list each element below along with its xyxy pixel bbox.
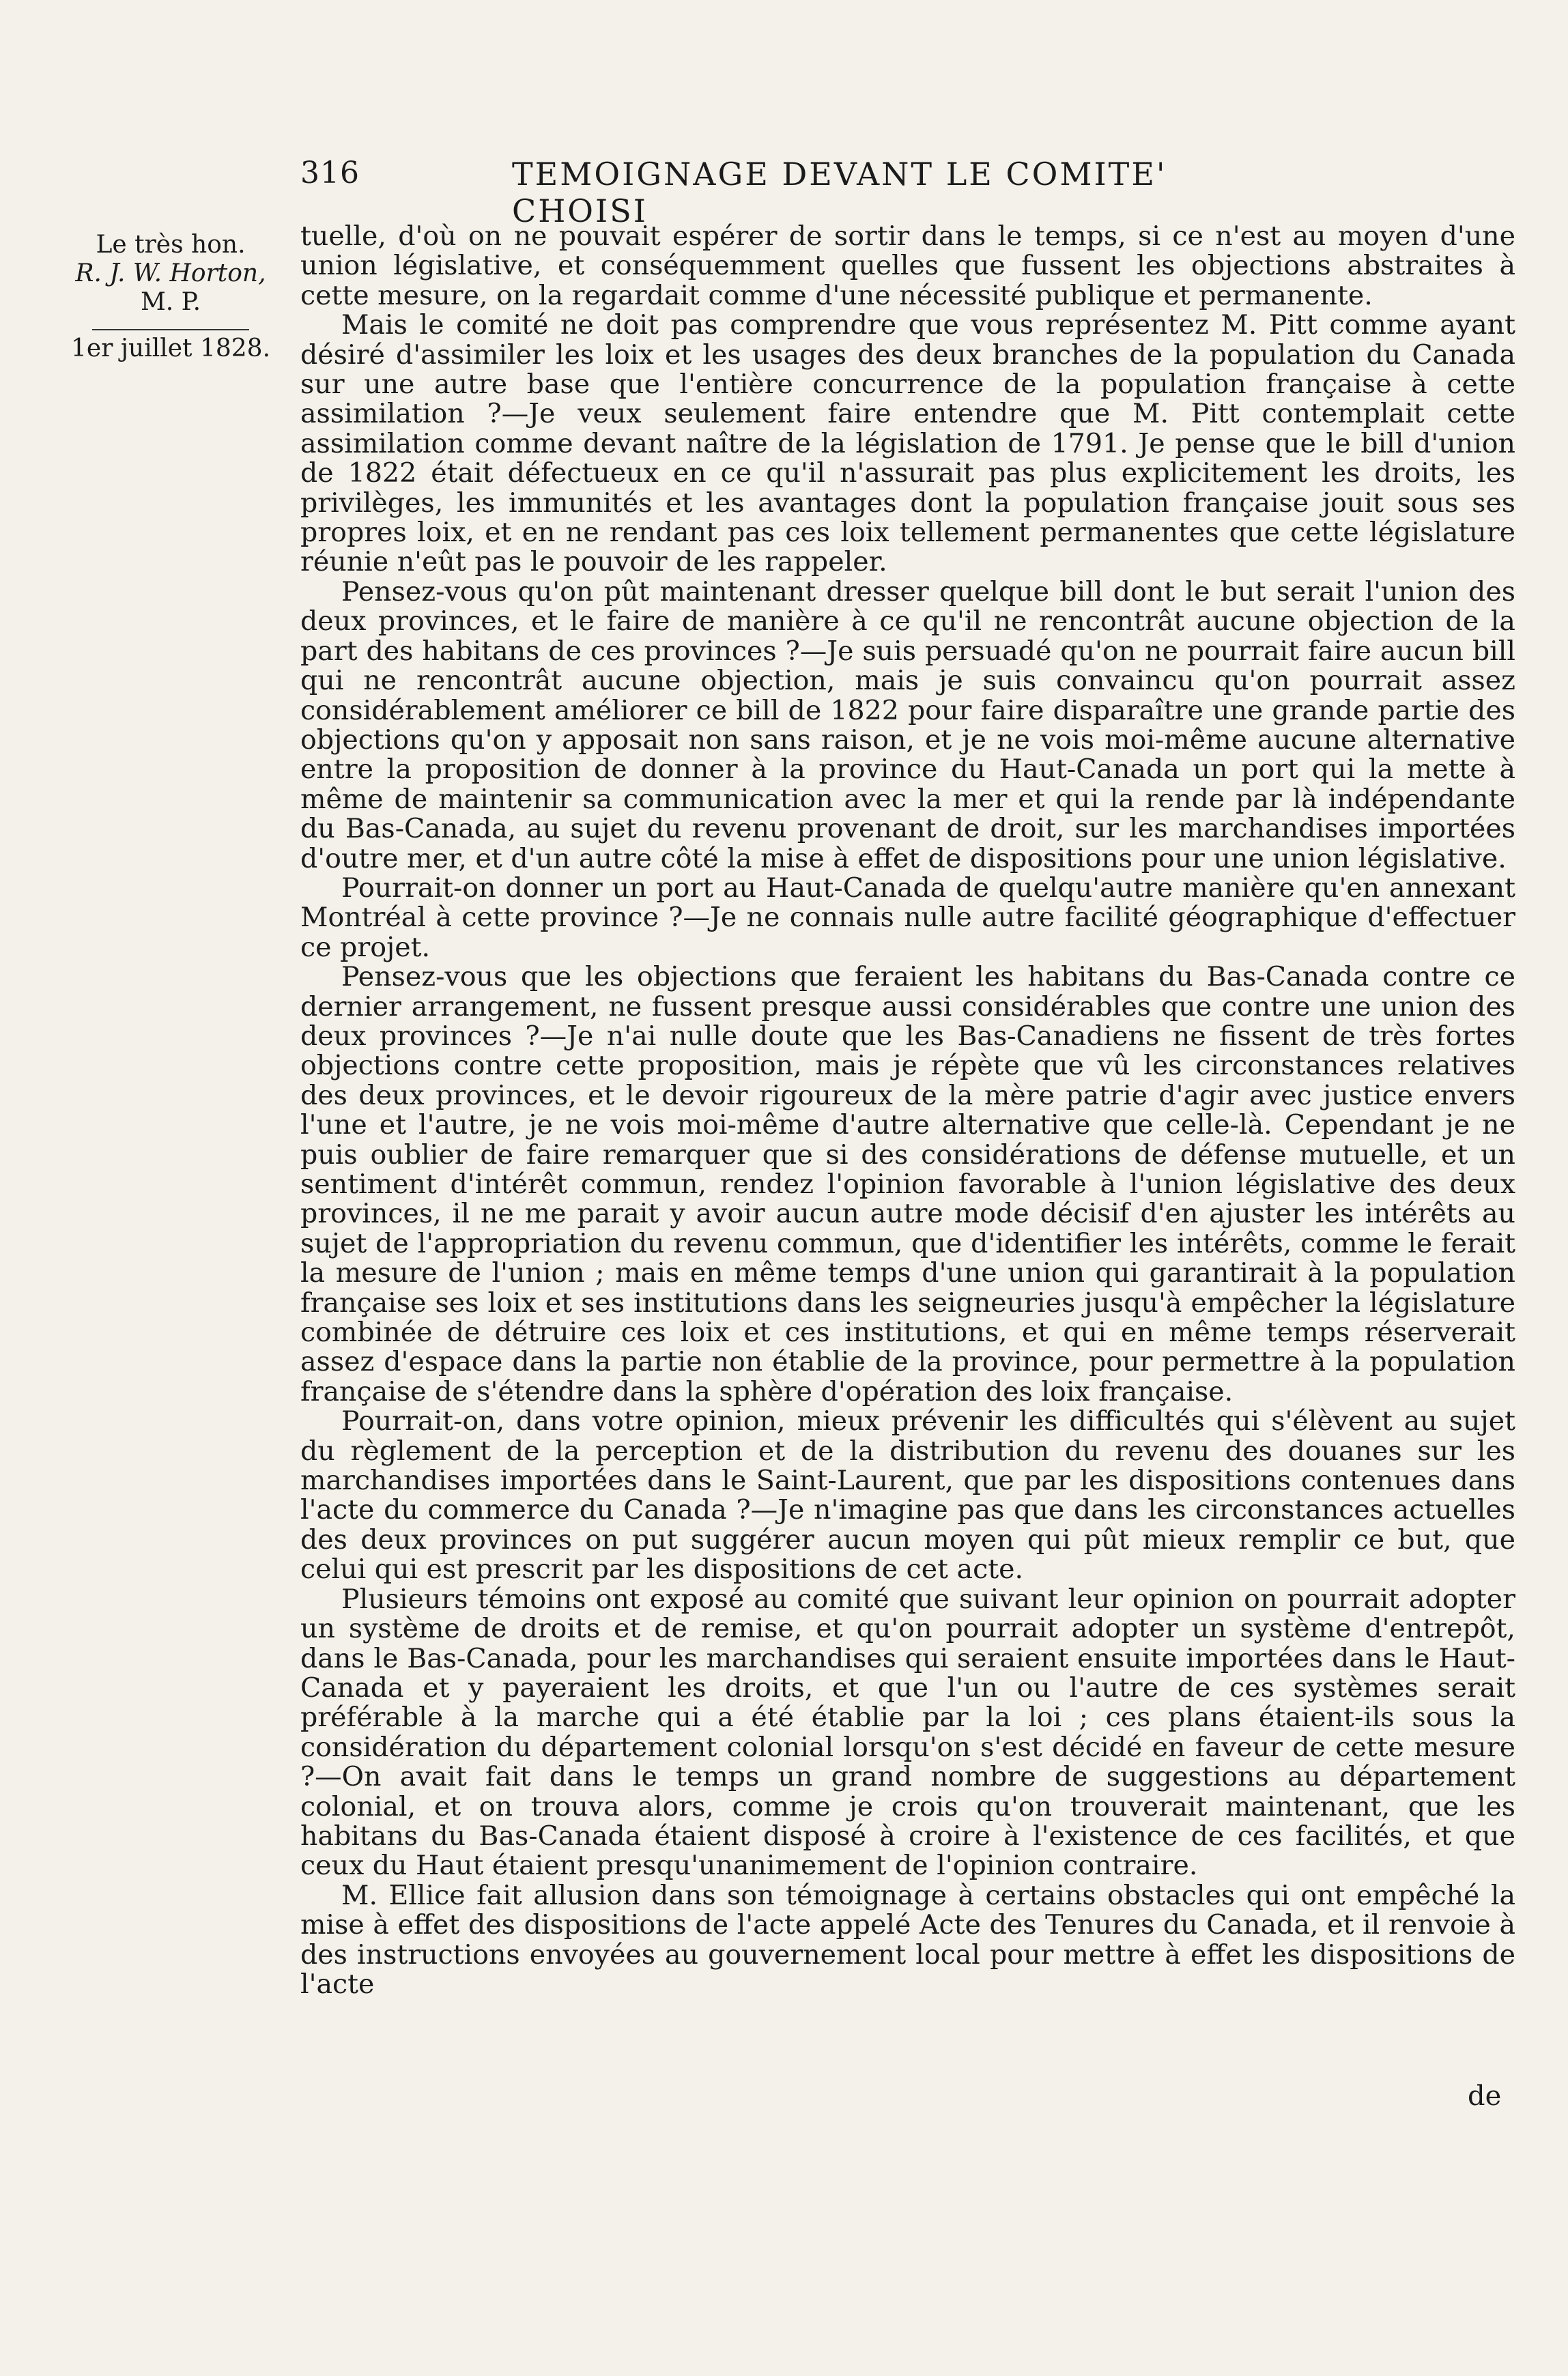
running-title: TEMOIGNAGE DEVANT LE COMITE' CHOISI — [512, 156, 1167, 229]
margin-note-rule — [92, 329, 249, 330]
paragraph: Pourrait-on, dans votre opinion, mieux prévenir les difficultés qui s'élèvent au sujet du règlement de la perception et de la distribution du revenu des douanes sur les marchandises importées dans le Saint-Laurent, que par les dispositions contenues dans l'acte du commerce du Canada ?—Je n'imagine pas que dans les circonstances actuelles des deux provinces on put suggérer aucun moyen qui pût mieux remplir ce but, que celui qui est prescrit par les dispositions de cet acte. — [300, 1405, 1515, 1586]
paragraph: Mais le comité ne doit pas comprendre que vous représentez M. Pitt comme ayant désiré d'assimiler les loix et les usages des deux branches de la population du Canada sur une autre base que l'entière concurrence de la population française à cette assimilation ?—Je veux seulement faire entendre que M. Pitt contemplait cette assimilation comme devant naître de la législation de 1791. Je pense que le bill d'union de 1822 était défectueux en ce qu'il n'assurait pas plus explicitement les droits, les privilèges, les immunités et les avantages dont la population française jouit sous ses propres loix, et en ne rendant pas ces loix tellement permanentes que cette législature réunie n'eût pas le pouvoir de les rappeler. — [300, 309, 1515, 578]
paragraph-continuation: tuelle, d'où on ne pouvait espérer de sortir dans le temps, si ce n'est au moyen d'une union législative, et conséquemment quelles que fussent les objections abstraites à cette mesure, on la regardait comme d'une nécessité publique et permanente. — [300, 220, 1515, 311]
paragraph: M. Ellice fait allusion dans son témoignage à certains obstacles qui ont empêché la mise à effet des dispositions de l'acte appelé Acte des Tenures du Canada, et il renvoie à des instructions envoyées au gouvernement local pour mettre à effet les dispositions de l'acte — [300, 1879, 1515, 2000]
margin-note-witness: R. J. W. Horton, — [75, 259, 266, 287]
body-text — [300, 222, 1515, 1999]
margin-note-line1: Le très hon. — [96, 231, 246, 259]
page-header — [300, 156, 1311, 229]
paragraph: Pourrait-on donner un port au Haut-Canada de quelqu'autre manière qu'en annexant Montréal à cette province ?—Je ne connais nulle autre facilité géographique d'effectuer ce projet. — [300, 872, 1515, 963]
margin-note-date: 1er juillet 1828. — [70, 334, 271, 362]
margin-note-title: M. P. — [140, 288, 201, 316]
margin-note — [41, 231, 300, 363]
paragraph: Pensez-vous que les objections que feraient les habitans du Bas-Canada contre ce dernier arrangement, ne fussent presque aussi considérables que contre une union des deux provinces ?—Je n'ai nulle doute que les Bas-Canadiens ne fissent de très fortes objections contre cette proposition, mais je répète que vû les circonstances relatives des deux provinces, et le devoir rigoureux de la mère patrie d'agir avec justice envers l'une et l'autre, je ne vois moi-même d'autre alternative que celle-là. Cependant je ne puis oublier de faire remarquer que si des considérations de défense mutuelle, et un sentiment d'intérêt commun, rendez l'opinion favorable à l'union législative des deux provinces, il ne me parait y avoir aucun autre mode décisif d'en ajuster les intérêts au sujet de l'appropriation du revenu commun, que d'identifier les intérêts, comme le ferait la mesure de l'union ; mais en même temps d'une union qui garantirait à la population française ses loix et ses institutions dans les seigneuries jusqu'à empêcher la législature combinée de détruire ces loix et ces institutions, et qui en même temps réserverait assez d'espace dans la partie non établie de la province, pour permettre à la population française de s'étendre dans la sphère d'opération des loix française. — [300, 961, 1515, 1407]
paragraph: Plusieurs témoins ont exposé au comité que suivant leur opinion on pourrait adopter un système de droits et de remise, et qu'on pourrait adopter un système d'entrepôt, dans le Bas-Canada, pour les marchandises qui seraient ensuite importées dans le Haut-Canada et y payeraient les droits, et que l'un ou l'autre de ces systèmes serait préférable à la marche qui a été établie par la loi ; ces plans étaient-ils sous la considération du département colonial lorsqu'on s'est décidé en faveur de cette mesure ?—On avait fait dans le temps un grand nombre de suggestions au département colonial, et on trouva alors, comme je crois qu'on trouverait maintenant, que les habitans du Bas-Canada étaient disposé à croire à l'existence de ces facilités, et que ceux du Haut étaient presqu'unanimement de l'opinion contraire. — [300, 1583, 1515, 1882]
paragraph: Pensez-vous qu'on pût maintenant dresser quelque bill dont le but serait l'union des deux provinces, et le faire de manière à ce qu'il ne rencontrât aucune objection de la part des habitans de ces provinces ?—Je suis persuadé qu'on ne pourrait faire aucun bill qui ne rencontrât aucune objection, mais je suis convaincu qu'on pourrait assez considérablement améliorer ce bill de 1822 pour faire disparaître une grande partie des objections qu'on y apposait non sans raison, et je ne vois moi-même aucune alternative entre la proposition de donner à la province du Haut-Canada un port qui la mette à même de maintenir sa communication avec la mer et qui la rende par là indépendante du Bas-Canada, au sujet du revenu provenant de droit, sur les marchandises importées d'outre mer, et d'un autre côté la mise à effet de dispositions pour une union législative. — [300, 575, 1515, 874]
catchword: de — [1468, 2080, 1502, 2112]
page-number: 316 — [300, 156, 360, 190]
